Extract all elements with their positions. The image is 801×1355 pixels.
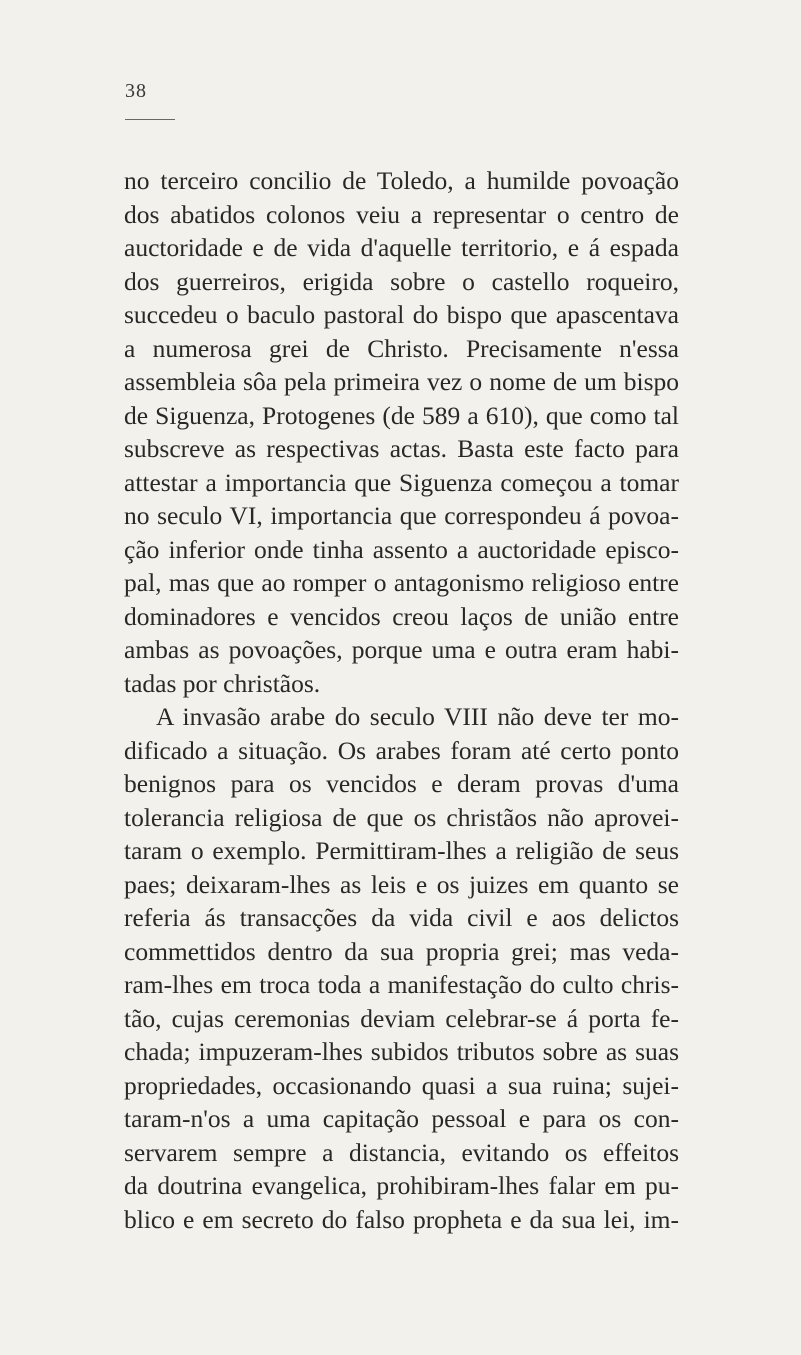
text-line: dos guerreiros, erigida sobre o castello roqueiro, — [124, 266, 679, 296]
text-line: succedeu o baculo pastoral do bispo que apascentava — [124, 300, 679, 329]
text-line: ambas as povoações, porque uma e outra eram habi- — [124, 635, 679, 664]
text-line: tão, cujas ceremonias deviam celebrar-se á porta fe- — [124, 1003, 679, 1033]
text-line: dificado a situação. Os arabes foram até certo ponto — [124, 735, 679, 765]
text-line: ção inferior onde tinha assento a auctoridade episco- — [124, 534, 679, 564]
header-rule — [125, 119, 175, 120]
text-line: paes; deixaram-lhes as leis e os juizes em quanto se — [124, 869, 679, 899]
text-line: propriedades, occasionando quasi a sua ruina; sujei- — [124, 1070, 679, 1100]
text-line: benignos para os vencidos e deram provas d'uma — [124, 769, 679, 798]
text-line: chada; impuzeram-lhes subidos tributos sobre as suas — [124, 1037, 679, 1066]
text-line: A invasão arabe do seculo VIII não deve ter mo- — [156, 702, 679, 731]
text-line: commettidos dentro da sua propria grei; mas veda- — [124, 936, 679, 966]
text-line: blico e em secreto do falso propheta e da sua lei, im- — [124, 1204, 679, 1234]
text-line: assembleia sôa pela primeira vez o nome de um bispo — [124, 367, 679, 396]
text-line: dominadores e vencidos creou laços de união entre — [124, 601, 679, 631]
text-line: no seculo VI, importancia que correspondeu á povoa- — [124, 501, 679, 530]
text-line: servarem sempre a distancia, evitando os effeitos — [124, 1137, 679, 1167]
body-text — [124, 164, 679, 1236]
text-line: pal, mas que ao romper o antagonismo religioso entre — [124, 568, 679, 597]
text-line: auctoridade e de vida d'aquelle territorio, e á espada — [124, 233, 679, 262]
text-line: taram o exemplo. Permittiram-lhes a religião de seus — [124, 836, 679, 865]
text-line: tolerancia religiosa de que os christãos não aprovei- — [124, 802, 679, 832]
text-line: no terceiro concilio de Toledo, a humilde povoação — [124, 166, 679, 195]
text-line: a numerosa grei de Christo. Precisamente n'essa — [124, 333, 679, 363]
paragraph-1 — [124, 164, 679, 700]
text-line: dos abatidos colonos veiu a representar o centro de — [124, 199, 679, 229]
text-line: attestar a importancia que Siguenza começou a tomar — [124, 467, 679, 497]
paragraph-2 — [124, 700, 679, 1236]
text-line: da doutrina evangelica, prohibiram-lhes falar em pu- — [124, 1171, 679, 1200]
text-line: referia ás transacções da vida civil e aos delictos — [124, 903, 679, 932]
text-line: taram-n'os a uma capitação pessoal e para os con- — [124, 1104, 679, 1133]
text-line: de Siguenza, Protogenes (de 589 a 610), que como tal — [124, 400, 679, 430]
text-line: subscreve as respectivas actas. Basta este facto para — [124, 434, 679, 463]
text-line: tadas por christãos. — [124, 668, 321, 698]
page-number: 38 — [125, 80, 147, 102]
text-line: ram-lhes em troca toda a manifestação do culto chris- — [124, 970, 679, 999]
